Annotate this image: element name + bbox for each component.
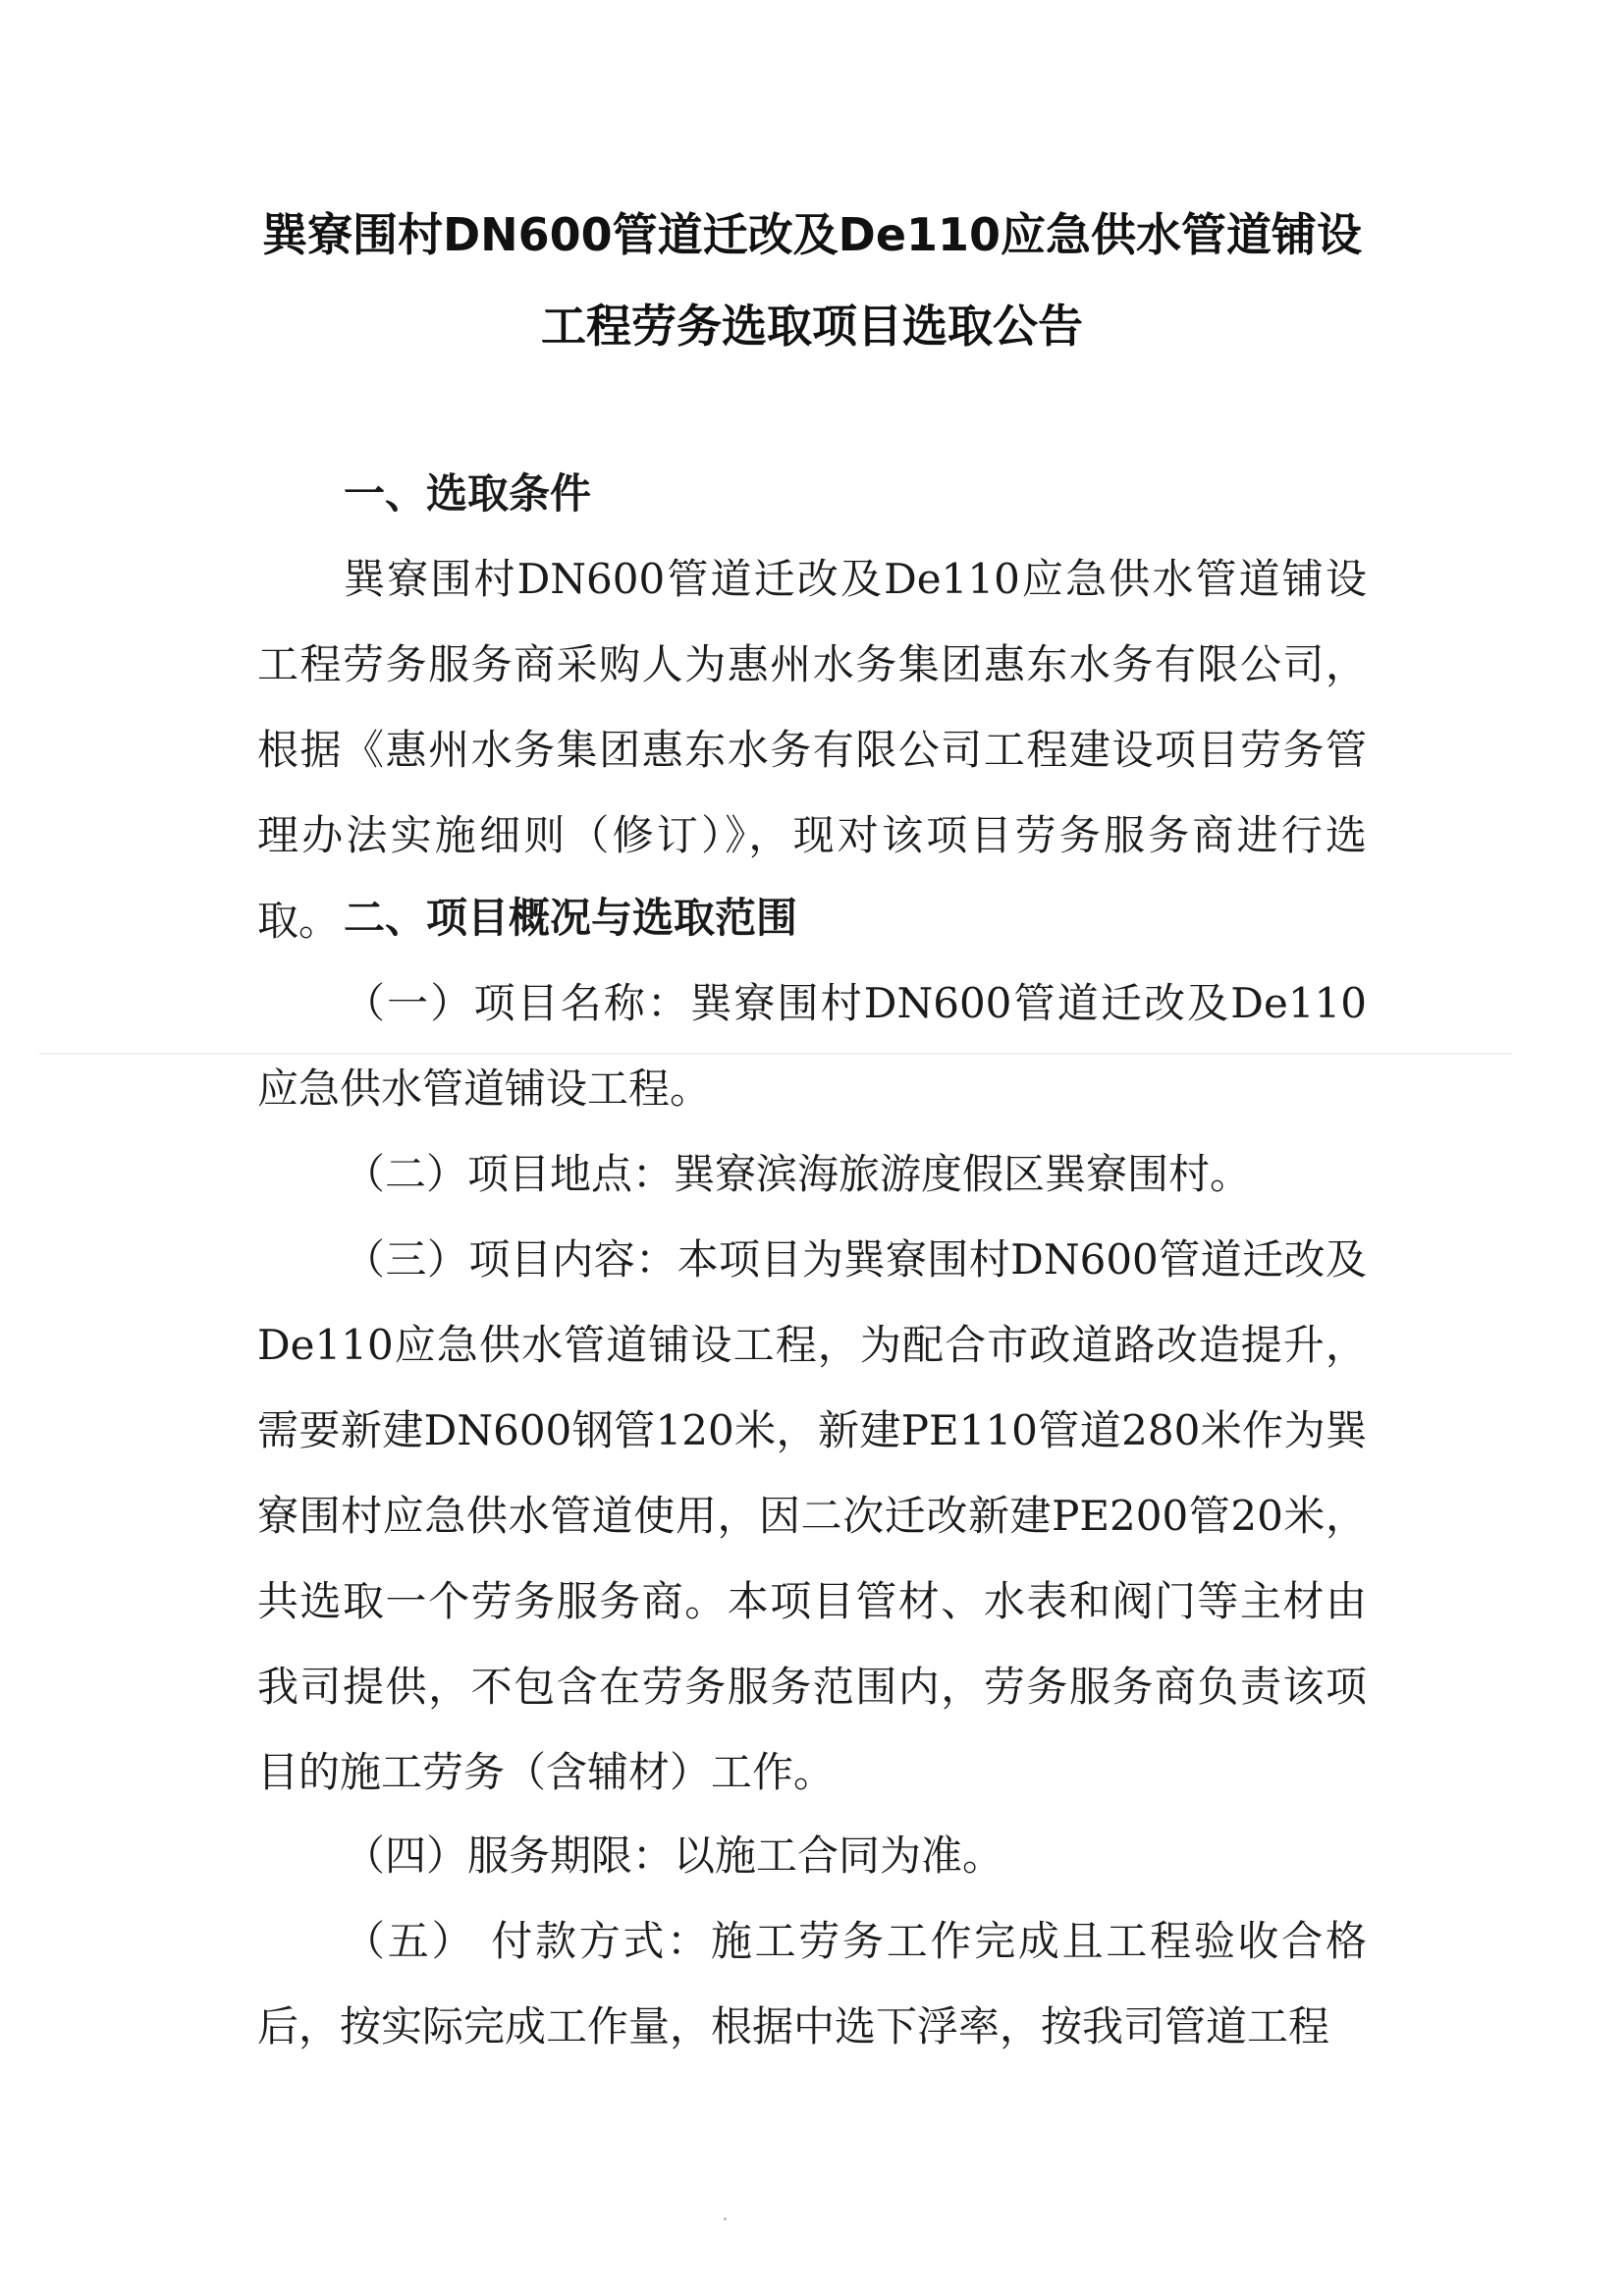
section-2-heading: 二、项目概况与选取范围	[344, 894, 798, 942]
item-3-paragraph	[257, 1217, 1367, 1815]
item-5-paragraph	[257, 1898, 1367, 2069]
item-3-text: （三）项目内容：本项目为巽寮围村DN600管道迁改及De110应急供水管道铺设工程，为配合市政道路改造提升，需要新建DN600钢管120米，新建PE110管道280米作为巽寮围村应急供水管道使用，因二次迁改新建PE200管20米，共选取一个劳务服务商。本项目管材、水表和阀门等主材由我司提供，不包含在劳务服务范围内，劳务服务商负责该项目的施工劳务（含辅材）工作。	[257, 1235, 1367, 1796]
scan-artifact-dot	[724, 2217, 727, 2220]
item-4-text: （四）服务期限：以施工合同为准。	[344, 1831, 1004, 1880]
item-5-text: （五） 付款方式：施工劳务工作完成且工程验收合格后，按实际完成工作量，根据中选下浮率，按我司管道工程	[257, 1917, 1367, 2050]
document-title	[196, 190, 1428, 372]
title-line-1: 巽寮围村DN600管道迁改及De110应急供水管道铺设	[261, 208, 1363, 261]
item-4-paragraph	[257, 1813, 1367, 1898]
item-2-text: （二）项目地点：巽寮滨海旅游度假区巽寮围村。	[344, 1150, 1252, 1198]
item-2-paragraph	[257, 1131, 1367, 1217]
item-1-text: （一）项目名称：巽寮围村DN600管道迁改及De110应急供水管道铺设工程。	[257, 979, 1367, 1113]
section-1-text: 巽寮围村DN600管道迁改及De110应急供水管道铺设工程劳务服务商采购人为惠州水务集团惠东水务有限公司，根据《惠州水务集团惠东水务有限公司工程建设项目劳务管理办法实施细则（修订）》，现对该项目劳务服务商进行选取。	[257, 555, 1367, 945]
scan-artifact-line	[39, 1053, 1512, 1055]
section-1-heading: 一、选取条件	[344, 469, 592, 518]
title-line-2: 工程劳务选取项目选取公告	[541, 300, 1083, 353]
item-1-paragraph	[257, 960, 1367, 1131]
